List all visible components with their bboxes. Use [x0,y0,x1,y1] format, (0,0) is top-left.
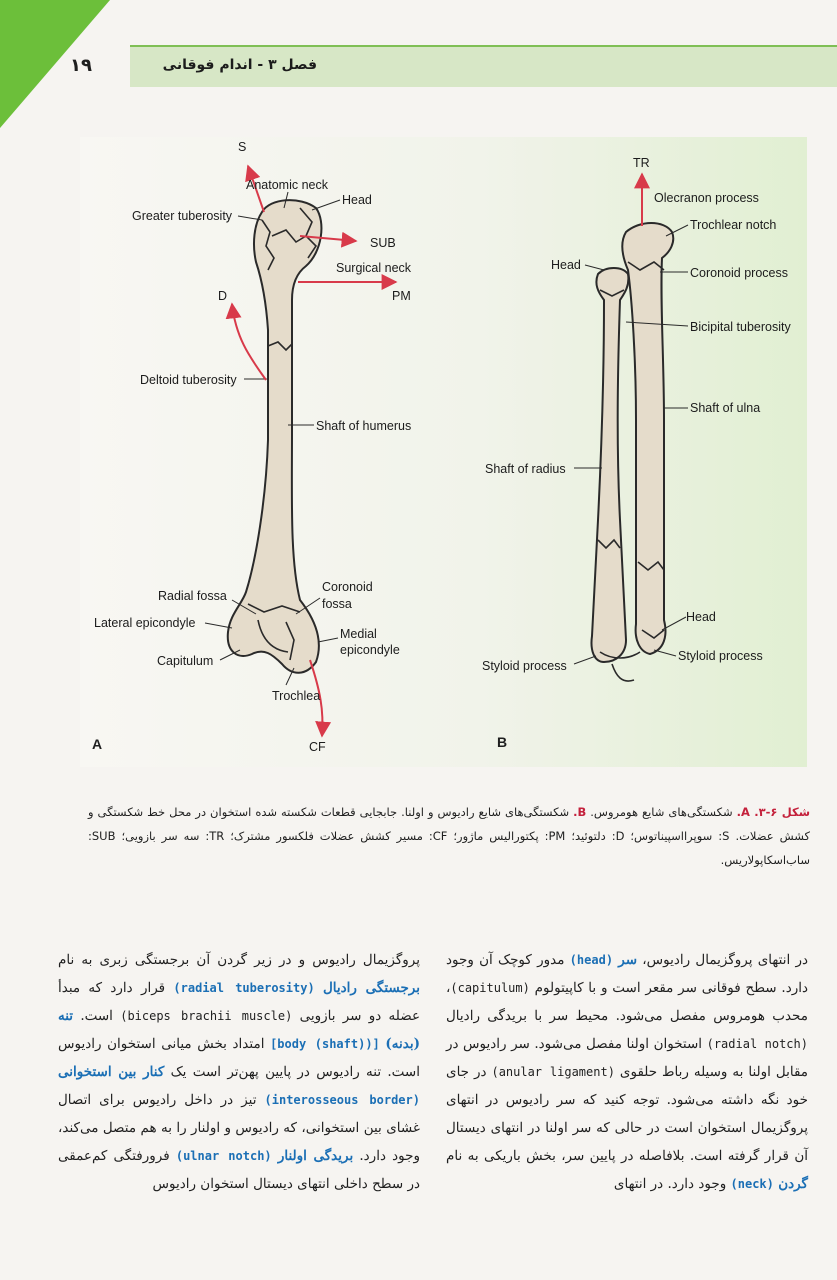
label-coronoid-fossa-2: fossa [322,597,352,611]
label-radial-fossa: Radial fossa [158,589,227,603]
label-d: D [218,289,228,303]
term-tane: تنه [58,1008,74,1024]
label-shaft-of-radius: Shaft of radius [485,462,566,476]
term-radial-tuberosity-en: (radial tuberosity) [173,981,315,995]
label-greater-tuberosity: Greater tuberosity [132,209,233,223]
caption-text-b: شکستگی‌های شایع رادیوس و اولنا. جابجایی قطعات شکسته شده استخوان در محل خط شکستگی و کشش عضلات. S: سوپرااسپیناتوس؛ D: دلتوئید؛ PM: پکتورالیس ماژور؛ CF: مسیر کشش عضلات فلکسور مشترک؛ TR: سه سر بازویی؛ SUB: ساب‌اسکاپولاریس. [88,805,810,867]
label-surgical-neck: Surgical neck [336,261,412,275]
body-column-right [446,946,808,1198]
term-interosseous: کنار بین استخوانی [58,1064,165,1080]
panel-a-letter: A [92,736,103,752]
term-gardan: گردن [778,1176,808,1192]
term-biceps-en: (biceps brachii muscle) [120,1009,293,1023]
term-radial-tuberosity: برجستگی رادیال [322,980,420,996]
label-sub: SUB [370,236,396,250]
left-p5: تیز در داخل رادیوس برای اتصال غشای بین استخوانی، که رادیوس و اولنار را به هم متصل می‌کند، وجود دارد. [58,1092,420,1164]
label-coronoid-process: Coronoid process [690,266,788,280]
right-p5: در جای خود نگه داشته می‌شود. توجه کنید که سر رادیوس در انتهای پروگزیمال استخوان است در حالی که سر اولنا در انتهای دیستال آن قرار گرفته است. بلافاصله در پایین سر، بخش باریکی به نام [446,1064,808,1164]
label-bicipital-tuberosity: Bicipital tuberosity [690,320,791,334]
label-pm: PM [392,289,411,303]
humerus-bone [228,200,322,673]
label-radius-head: Head [551,258,581,272]
term-badane: (بدنه) [385,1036,421,1052]
label-anatomic-neck: Anatomic neck [246,178,328,192]
term-ulnar-notch-en: (ulnar notch) [175,1149,272,1163]
label-deltoid-tuberosity: Deltoid tuberosity [140,373,237,387]
label-ulna-head: Head [686,610,716,624]
chapter-title: فصل ۳ - اندام فوقانی [162,57,317,73]
page-number: ۱۹ [70,55,92,76]
right-p4: استخوان اولنا مفصل می‌شود. سر رادیوس در مقابل اولنا به وسیله رباط حلقوی [446,1036,809,1080]
label-shaft-of-ulna: Shaft of ulna [690,401,761,415]
right-p6: وجود دارد. در انتهای [613,1176,731,1192]
label-styloid-process-ulna: Styloid process [678,649,763,663]
label-tr: TR [633,156,650,170]
label-s: S [238,140,247,154]
caption-text-a: شکستگی‌های شایع هومروس. [586,805,737,819]
label-shaft-of-humerus: Shaft of humerus [316,419,412,433]
label-medial-epicondyle-1: Medial [340,627,377,641]
caption-b: B. [573,805,587,819]
label-coronoid-fossa-1: Coronoid [322,580,373,594]
label-head: Head [342,193,372,207]
term-anular-en: (anular ligament) [491,1065,615,1079]
term-capitulum-en: (capitulum) [450,981,530,995]
label-capitulum: Capitulum [157,654,214,668]
label-trochlear-notch: Trochlear notch [690,218,777,232]
label-olecranon-process: Olecranon process [654,191,759,205]
right-p1: در انتهای پروگزیمال رادیوس، [637,952,808,968]
term-neck-en: (neck) [730,1177,774,1191]
term-interosseous-en: (interosseous border) [264,1093,420,1107]
left-p1: پروگزیمال رادیوس و در زیر گردن آن برجستگی زبری به نام [58,952,420,968]
left-p3: است. [73,1008,121,1024]
label-styloid-process-radius: Styloid process [482,659,567,673]
caption-lead: شکل ۶-۳. A. [736,805,811,819]
label-cf: CF [309,740,326,754]
left-p6: فرورفتگی کم‌عمقی در سطح داخلی انتهای دیستال استخوان رادیوس [58,1148,420,1192]
ulna-bone [622,223,673,654]
label-medial-epicondyle-2: epicondyle [340,643,400,657]
right-p3: ، محدب هومروس مفصل می‌شود. محیط سر با بریدگی رادیال [446,980,808,1024]
panel-b-letter: B [497,734,508,750]
body-column-left [58,946,420,1198]
term-head-en: (head) [569,953,614,967]
left-p2: قرار دارد که مبدأ عضله دو سر بازویی [58,980,420,1024]
right-p2: مدور کوچک آن وجود دارد. سطح فوقانی سر مقعر است و با کاپیتولوم [446,952,808,996]
label-trochlea: Trochlea [272,689,321,703]
term-radial-notch-en: (radial notch) [706,1037,808,1051]
figure-caption [88,800,810,872]
label-lateral-epicondyle: Lateral epicondyle [94,616,196,630]
radius-bone [592,268,629,662]
term-body-en: [(body (shaft)] [270,1037,380,1051]
term-ulnar-notch: بریدگی اولنار [277,1148,354,1164]
term-sar: سر [618,952,638,968]
left-p4: امتداد بخش میانی استخوان رادیوس است. تنه رادیوس در پایین پهن‌تر است یک [58,1036,420,1080]
